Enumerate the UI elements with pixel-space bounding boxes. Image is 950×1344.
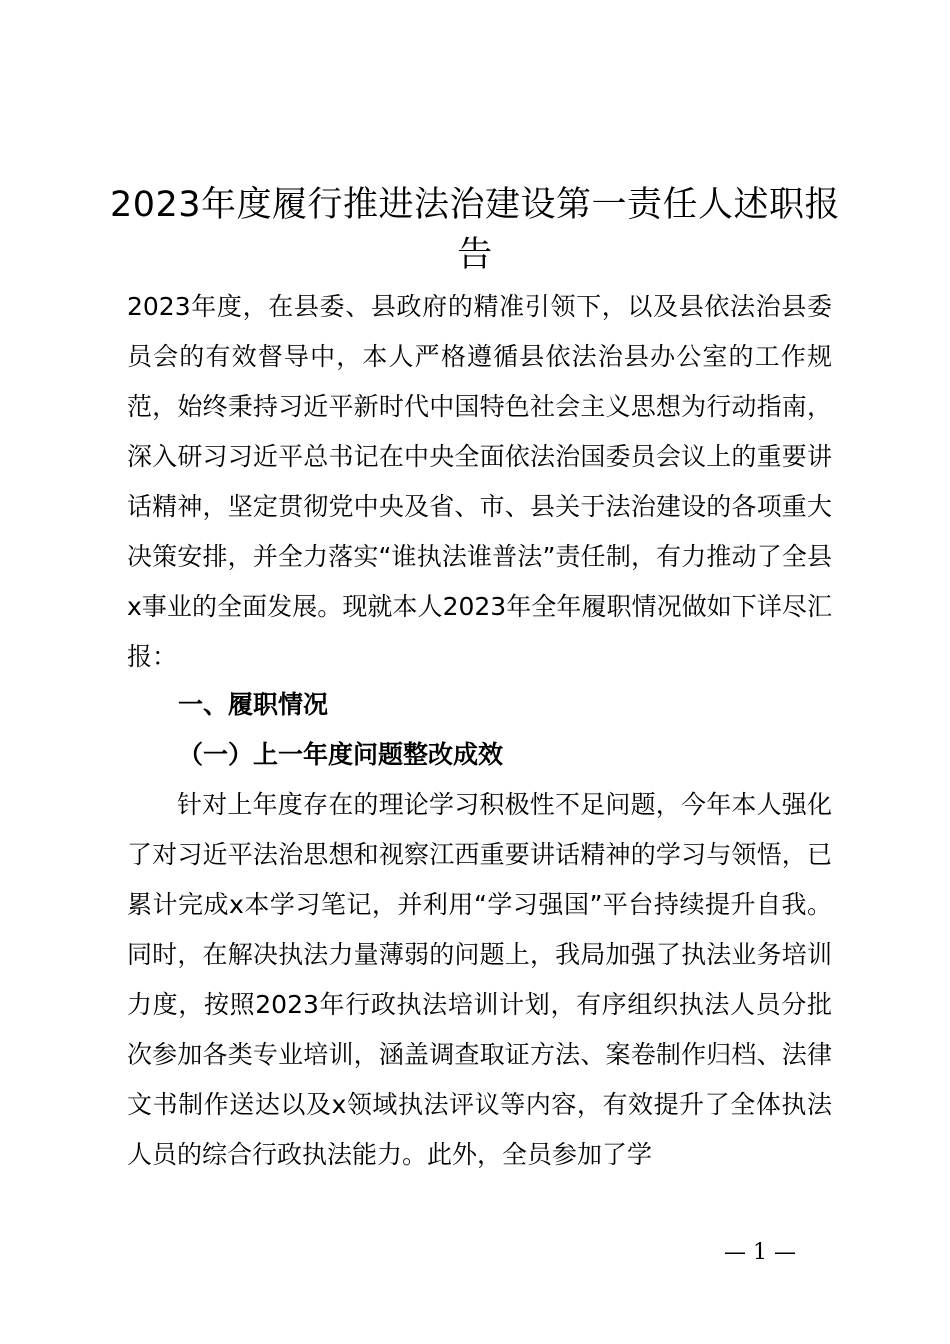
page-number: — 1 — <box>724 1240 796 1265</box>
document-title: 2023年度履行推进法治建设第一责任人述职报告 <box>109 185 841 275</box>
section-heading-1: 一、履职情况 <box>178 690 329 719</box>
body-paragraph: 针对上年度存在的理论学习积极性不足问题，今年本人强化了对习近平法治思想和视察江西重要讲话精神的学习与领悟，已累计完成x本学习笔记，并利用“学习强国”平台持续提升自我。同时，在解决执法力量薄弱的问题上，我局加强了执法业务培训力度，按照2023年行政执法培训计划，有序组织执法人员分批次参加各类专业培训，涵盖调查取证方法、案卷制作归档、法律文书制作送达以及x领域执法评议等内容，有效提升了全体执法人员的综合行政执法能力。此外，全员参加了学 <box>127 790 832 1169</box>
intro-paragraph: 2023年度，在县委、县政府的精准引领下，以及县依法治县委员会的有效督导中，本人严格遵循县依法治县办公室的工作规范，始终秉持习近平新时代中国特色社会主义思想为行动指南，深入研习习近平总书记在中央全面依法治国委员会议上的重要讲话精神，坚定贯彻党中央及省、市、县关于法治建设的各项重大决策安排，并全力落实“谁执法谁普法”责任制，有力推动了全县x事业的全面发展。现就本人2023年全年履职情况做如下详尽汇报： <box>127 292 832 671</box>
subsection-heading-1: （一）上一年度问题整改成效 <box>178 740 504 769</box>
